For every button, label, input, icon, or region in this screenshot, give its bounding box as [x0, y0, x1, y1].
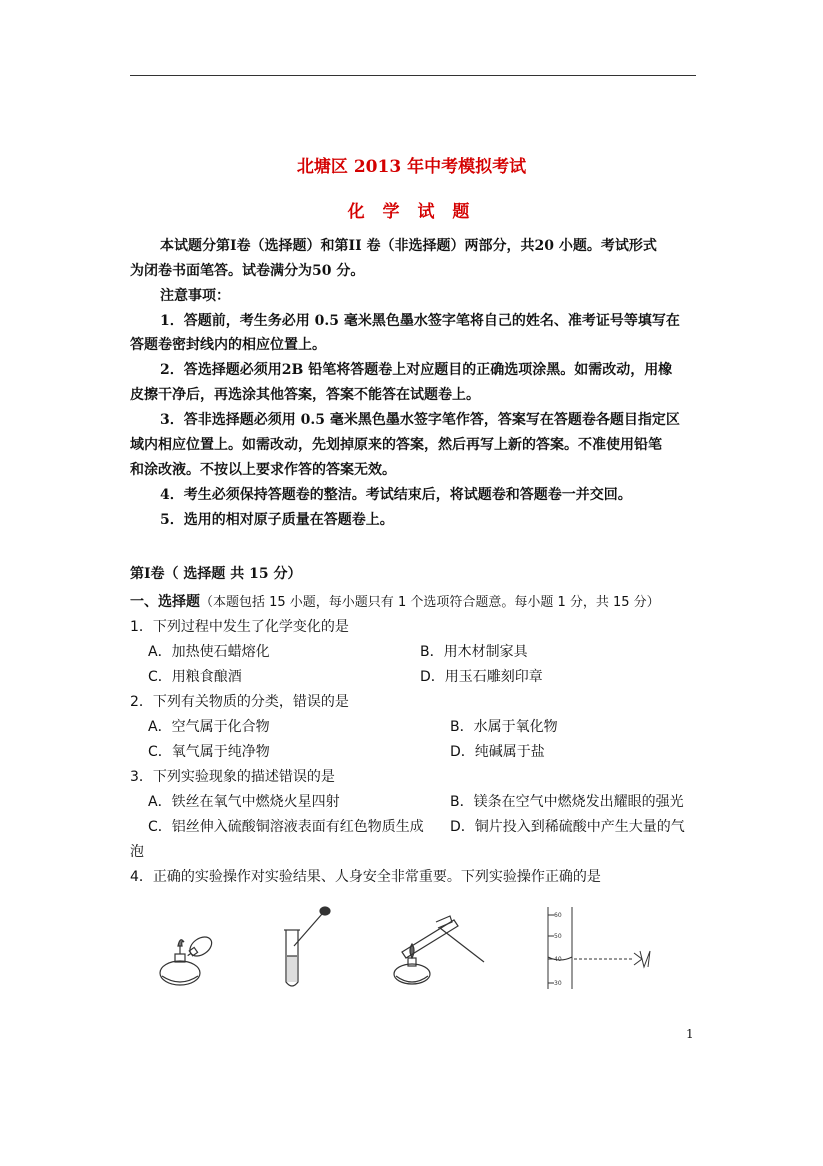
part-description: （本题包括 15 小题，每小题只有 1 个选项符合题意。每小题 1 分，共 15 分） — [200, 595, 660, 610]
figure-graduated-cylinder — [530, 903, 660, 995]
part-header — [130, 591, 660, 611]
note-3b: 域内相应位置上。如需改动，先划掉原来的答案，然后再写上新的答案。不准使用铅笔 — [130, 437, 662, 453]
page-number: 1 — [686, 1027, 694, 1041]
figure-lamp-lighting — [150, 918, 222, 990]
q3-option-b: B．镁条在空气中燃烧发出耀眼的强光 — [450, 794, 684, 810]
q2-option-a: A．空气属于化合物 — [148, 719, 270, 735]
q3-option-a: A．铁丝在氧气中燃烧火星四射 — [148, 794, 340, 810]
cylinder-tick-30: 30 — [554, 980, 562, 987]
cylinder-tick-60: 60 — [554, 912, 562, 919]
q1-option-d: D．用玉石雕刻印章 — [420, 669, 543, 685]
intro-line-2: 为闭卷书面笔答。试卷满分为50 分。 — [130, 263, 365, 279]
intro-line-1: 本试题分第Ⅰ卷（选择题）和第II 卷（非选择题）两部分，共20 小题。考试形式 — [160, 238, 657, 254]
note-3a: 3．答非选择题必须用 0.5 毫米黑色墨水签字笔作答，答案写在答题卷各题目指定区 — [160, 412, 680, 428]
note-3c: 和涂改液。不按以上要求作答的答案无效。 — [130, 462, 396, 478]
note-1b: 答题卷密封线内的相应位置上。 — [130, 337, 326, 353]
q3-option-d: D．铜片投入到稀硫酸中产生大量的气 — [450, 819, 685, 835]
q2-stem: 2．下列有关物质的分类，错误的是 — [130, 694, 349, 710]
q2-option-c: C．氧气属于纯净物 — [148, 744, 270, 760]
cylinder-tick-40: 40 — [554, 956, 562, 963]
q2-option-b: B．水属于氧化物 — [450, 719, 558, 735]
cylinder-tick-50: 50 — [554, 933, 562, 940]
q1-option-b: B．用木材制家具 — [420, 644, 528, 660]
header-rule — [130, 75, 696, 76]
q1-stem: 1．下列过程中发生了化学变化的是 — [130, 619, 349, 635]
figure-dropper-test-tube — [278, 902, 338, 994]
note-5: 5．选用的相对原子质量在答题卷上。 — [160, 512, 394, 528]
notes-heading: 注意事项： — [160, 288, 230, 304]
exam-title: 北塘区 2013 年中考模拟考试 — [296, 157, 527, 177]
q3-option-d-continued: 泡 — [130, 844, 144, 860]
note-1a: 1．答题前，考生务必用 0.5 毫米黑色墨水签字笔将自己的姓名、准考证号等填写在 — [160, 313, 680, 329]
note-2b: 皮擦干净后，再选涂其他答案，答案不能答在试题卷上。 — [130, 387, 480, 403]
part-label: 一、选择题 — [130, 594, 200, 610]
section-heading: 第Ⅰ卷（ 选择题 共 15 分） — [130, 566, 302, 582]
exam-subtitle: 化 学 试 题 — [347, 202, 476, 222]
q2-option-d: D．纯碱属于盐 — [450, 744, 545, 760]
q3-stem: 3．下列实验现象的描述错误的是 — [130, 769, 335, 785]
q4-stem: 4．正确的实验操作对实验结果、人身安全非常重要。下列实验操作正确的是 — [130, 869, 601, 885]
figure-heating-test-tube — [388, 912, 488, 992]
q1-option-c: C．用粮食酿酒 — [148, 669, 242, 685]
q3-option-c: C．铝丝伸入硫酸铜溶液表面有红色物质生成 — [148, 819, 424, 835]
q1-option-a: A．加热使石蜡熔化 — [148, 644, 270, 660]
note-4: 4．考生必须保持答题卷的整洁。考试结束后，将试题卷和答题卷一并交回。 — [160, 487, 632, 503]
note-2a: 2．答选择题必须用2B 铅笔将答题卷上对应题目的正确选项涂黑。如需改动，用橡 — [160, 362, 673, 378]
